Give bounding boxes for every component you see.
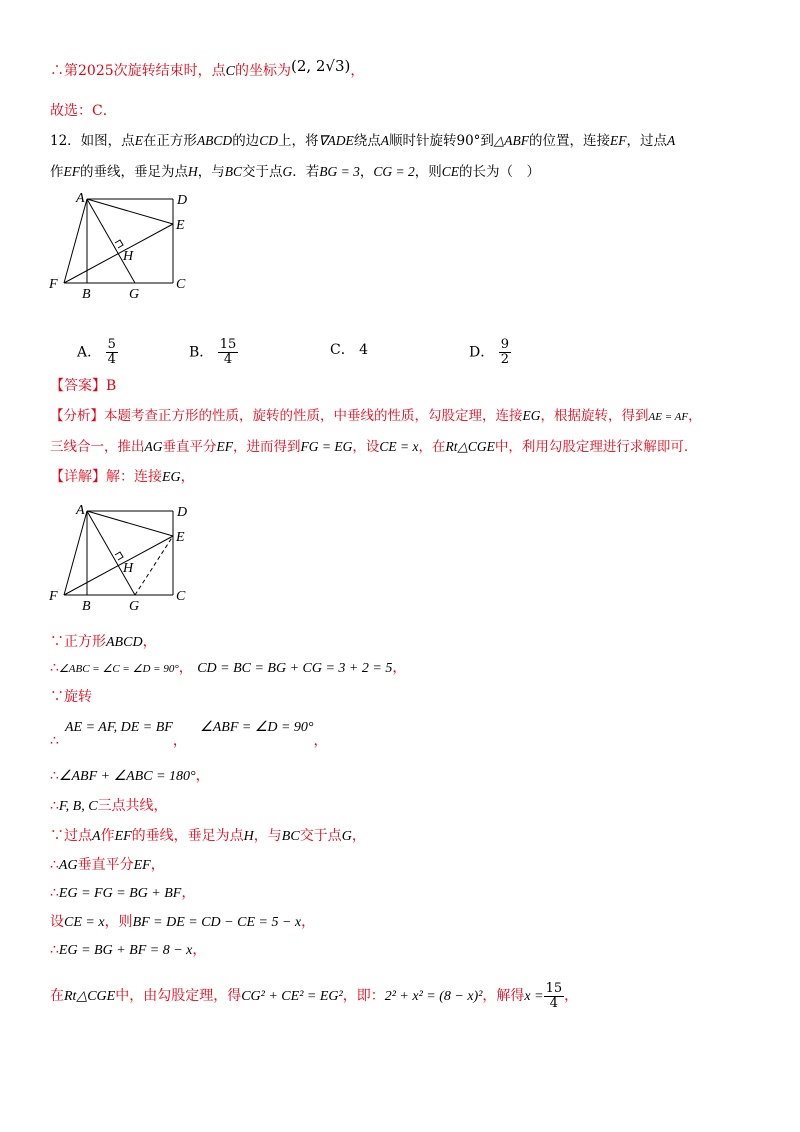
option-a[interactable]: [77, 338, 118, 367]
math-var: CE: [441, 164, 460, 179]
text: 12．如图，点: [50, 133, 135, 149]
text: ∴第2025次旋转结束时，点: [50, 63, 226, 79]
math-expr: 90°: [456, 133, 481, 149]
step-11: ∴EG = BG + BF = 8 − x，: [50, 942, 207, 958]
math-var: A: [380, 133, 389, 148]
text: 本题考查正方形的性质，旋转的性质，中垂线的性质，勾股定理，连接: [104, 408, 523, 424]
text: 解：连接: [106, 469, 162, 485]
math-var: H: [188, 164, 198, 179]
answer-value: B: [106, 378, 117, 394]
text: 的边: [232, 133, 260, 149]
text: 的长为（ ）: [459, 164, 541, 180]
label-D: D: [177, 193, 188, 208]
math-var: G: [282, 164, 293, 179]
math-var: ABCD: [196, 133, 233, 148]
math-expr: Rt△CGE: [64, 989, 116, 1004]
option-value: 4: [359, 342, 369, 358]
math-expr: BF = DE = CD − CE = 5 − x: [132, 915, 302, 930]
text: 到: [480, 133, 494, 149]
text: ，: [180, 469, 195, 485]
math-expr: F, B, C: [58, 799, 98, 814]
option-letter: C．: [330, 342, 355, 358]
math-var: A: [667, 133, 676, 148]
step-1: ∵正方形ABCD，: [50, 634, 157, 650]
label-G: G: [129, 287, 140, 302]
label-A: A: [76, 191, 85, 206]
math-var: EF: [63, 164, 80, 179]
text: ，过点: [626, 133, 668, 149]
math-expr: FG = EG: [300, 439, 353, 454]
text: 三线合一，推出: [50, 439, 145, 455]
math-expr: ∇ADE: [318, 133, 354, 148]
step-8: ∴AG垂直平分EF，: [50, 857, 165, 873]
text: ，则: [414, 164, 442, 180]
right-angle-mark: [115, 240, 123, 248]
step-5: ∴∠ABF + ∠ABC = 180°，: [50, 768, 210, 784]
step-9: ∴EG = FG = BG + BF，: [50, 885, 196, 901]
step-6: ∴F, B, C三点共线，: [50, 798, 168, 814]
text: 的位置，连接: [529, 133, 611, 149]
analysis-tag: 【分析】: [50, 408, 104, 424]
label-C: C: [176, 277, 186, 292]
question-line-1: [50, 131, 675, 151]
text: 中，利用勾股定理进行求解即可．: [494, 439, 698, 455]
text: ，: [688, 408, 702, 424]
edge-AE: [87, 199, 173, 224]
step-12: 在Rt△CGE中，由勾股定理，得CG² + CE² = EG²，即：2² + x² = (8 − x)²，解得x = $\frac{15}{4}$ ，: [50, 980, 579, 1011]
analysis-line-1: [50, 406, 702, 427]
math-expr: 2² + x² = (8 − x)²: [384, 989, 483, 1004]
math-var: EG: [162, 470, 181, 485]
option-letter: A．: [77, 344, 102, 361]
math-expr: △ABF: [493, 133, 530, 148]
label-E: E: [176, 218, 185, 233]
math-var: E: [134, 133, 143, 148]
text: ，设: [352, 439, 380, 455]
math-expr: EG = BG + BF = 8 − x: [58, 943, 193, 958]
text: ，根据旋转，得到: [540, 408, 649, 424]
step-2: ∴∠ABC = ∠C = ∠D = 90°， CD = BC = BG + CG = 3 + 2 = 5，: [50, 660, 407, 676]
analysis-line-2: [50, 437, 697, 457]
math-var: EG: [522, 408, 541, 423]
line-coordinate-conclusion: [50, 56, 364, 82]
text: 作: [50, 164, 64, 180]
answer-tag: 【答案】: [50, 378, 106, 394]
option-letter: D．: [469, 344, 495, 361]
math-expr: Rt△CGE: [445, 439, 495, 454]
math-var: BC: [224, 164, 243, 179]
text: ，进而得到: [233, 439, 301, 455]
fraction: $\frac{5}{4}$: [107, 337, 116, 367]
option-b[interactable]: [189, 338, 238, 367]
text: ．若: [292, 164, 320, 180]
label-E: E: [176, 530, 185, 545]
math-expr: x =: [524, 989, 544, 1004]
text: ，与: [197, 164, 225, 180]
math-expr: CG² + CE² = EG²: [241, 989, 343, 1004]
label-A: A: [76, 503, 85, 518]
label-G: G: [129, 599, 140, 614]
math-expr: CD = BC = BG + CG = 3 + 2 = 5: [197, 661, 393, 676]
label-D: D: [177, 505, 188, 520]
edge-AG: [87, 511, 135, 595]
fraction: $\frac{9}{2}$: [500, 337, 509, 367]
text: 的垂线，垂足为点: [80, 164, 188, 180]
detail-tag: 【详解】: [50, 469, 106, 485]
math-expr: ∠ABF + ∠ABC = 180°: [58, 769, 196, 784]
label-F: F: [49, 589, 58, 604]
step-10: 设CE = x，则BF = DE = CD − CE = 5 − x，: [50, 914, 316, 930]
label-B: B: [82, 287, 91, 302]
option-letter: B．: [189, 344, 214, 361]
text: ，: [359, 164, 374, 180]
label-B: B: [82, 599, 91, 614]
answer-options: [77, 330, 677, 370]
edge-AF: [64, 511, 87, 595]
answer-line: [50, 376, 116, 396]
math-var: ABCD: [106, 635, 143, 650]
fraction: $\frac{15}{4}$: [545, 980, 563, 1011]
edge-EG-dashed: [135, 536, 173, 595]
choose-answer-line: 故选：C．: [50, 103, 117, 119]
text: 在正方形: [142, 133, 197, 149]
text: ，: [350, 63, 365, 79]
fraction: $\frac{15}{4}$: [219, 337, 237, 367]
right-angle-mark: [115, 552, 123, 560]
geometry-figure-2: [40, 500, 200, 619]
coordinate-value: (2, 2√3): [290, 57, 351, 75]
detail-line: [50, 467, 195, 488]
math-expr: CE = x: [379, 439, 419, 454]
edge-AE: [87, 511, 173, 536]
edge-AF: [64, 199, 87, 283]
text: 上，将: [277, 133, 319, 149]
edge-AG: [87, 199, 135, 283]
math-expr: EG = FG = BG + BF: [58, 886, 182, 901]
math-expr: CG = 2: [373, 164, 415, 179]
math-expr: BG = 3: [319, 164, 360, 179]
math-var: AG: [144, 439, 163, 454]
text: 顺时针旋转: [388, 133, 457, 149]
question-line-2: [50, 162, 540, 182]
label-F: F: [49, 277, 58, 292]
text: 垂直平分: [162, 439, 217, 455]
step-7: ∵过点A作EF的垂线，垂足为点H，与BC交于点G，: [50, 828, 366, 844]
math-var: EF: [610, 133, 627, 148]
label-H: H: [123, 249, 134, 264]
step-3: ∵旋转: [50, 689, 92, 705]
math-var: C: [225, 64, 235, 79]
label-H: H: [123, 561, 134, 576]
option-d[interactable]: [469, 338, 511, 367]
text: ，在: [418, 439, 446, 455]
math-expr: ∠ABF = ∠D = 90°: [200, 720, 314, 735]
option-c[interactable]: [330, 340, 368, 360]
math-var: CD: [259, 133, 278, 148]
math-var: EF: [216, 439, 233, 454]
math-expr: CE = x: [64, 915, 105, 930]
geometry-figure-1: [40, 188, 200, 307]
math-expr: AE = AF: [648, 411, 689, 423]
text: 的坐标为: [234, 63, 291, 79]
label-C: C: [176, 589, 186, 604]
math-expr: ∠ABC = ∠C = ∠D = 90°: [58, 663, 179, 675]
math-expr: AE = AF, DE = BF: [65, 720, 173, 735]
text: 绕点: [353, 133, 381, 149]
text: 交于点: [242, 164, 283, 180]
